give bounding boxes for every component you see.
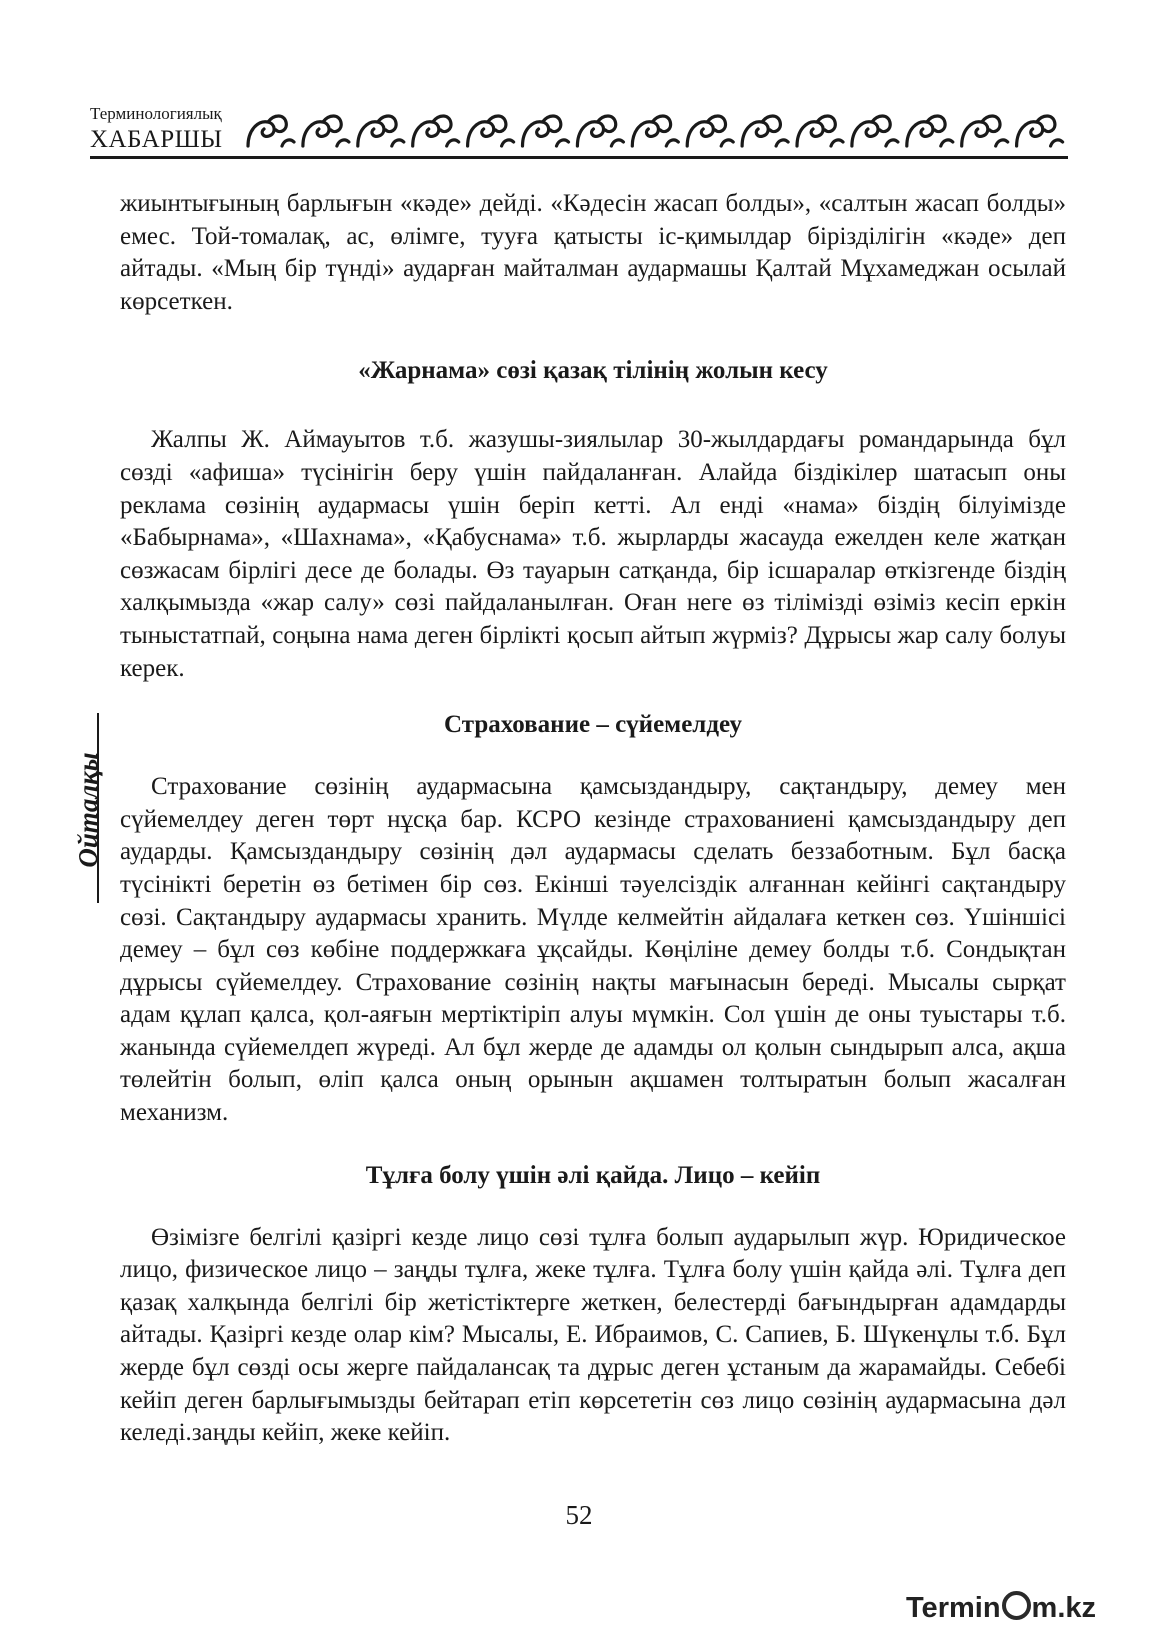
- ornament-curl: [248, 116, 294, 146]
- ornament-curl: [632, 116, 678, 146]
- ornament-band: [242, 108, 1068, 154]
- section-paragraph-1: Жалпы Ж. Аймауытов т.б. жазушы-зиялылар 30-жылдардағы романдарында бұл сөзді «афиша» түсінігін беру үшін пайдаланған. Алайда біздікілер шатасып оны реклама сөзінің аудармасы үшін беріп кетті. Ал енді «нама» біздің білуімізде «Бабырнама», «Шахнама», «Қабуснама» т.б. жырларды жасауда ежелден келе жатқан сөзжасам бірлігі десе де болады. Өз тауарын сатқанда, бір ісшаралар өткізгенде біздің халқымызда «жар салу» сөзі пайдаланылған. Оған неге өз тілімізді өзіміз кесіп еркін тыныстатпай, соңына нама деген бірлікті қосып айтып жүрміз? Дұрысы жар салу болуы керек.: [120, 426, 1066, 682]
- ornament-curl: [687, 116, 733, 146]
- ornament-curl: [358, 116, 404, 146]
- section-heading-3: Тұлға болу үшін әлі қайда. Лицо – кейіп: [365, 1161, 821, 1189]
- ornament-curl: [797, 116, 843, 146]
- ornament-curl: [1017, 116, 1063, 146]
- ornament-curl: [962, 116, 1008, 146]
- section-heading-2: Страхование – сүйемелдеу: [444, 711, 742, 739]
- ornament-curl: [413, 116, 459, 146]
- site-watermark-logo: [906, 1588, 1102, 1628]
- journal-header: [90, 104, 1068, 164]
- ornament-curl: [742, 116, 788, 146]
- journal-title-main: ХАБАРШЫ: [90, 126, 223, 153]
- article-body: [120, 188, 1066, 1450]
- section-paragraph-3: Өзімізге белгілі қазіргі кезде лицо сөзі тұлға болып аударылып жүр. Юридическое лицо, физическое лицо – заңды тұлға, жеке тұлға. Тұлға болу үшін қайда әлі. Тұлға деп қазақ халқында белгілі бір жетістіктерге жеткен, белестерді бағындырған адамдарды айтады. Қазіргі кезде олар кім? Мысалы, Е. Ибраимов, С. Сапиев, Б. Шүкенұлы т.б. Бұл жерде бұл сөзді осы жерге пайдалансақ та дұрыс деген ұстаным да жарамайды. Себебі кейіп деген барлығымызды бейтарап етіп көрсететін сөз лицо сөзінің аудармасына дәл келеді.заңды кейіп, жеке кейіп.: [120, 1223, 1066, 1447]
- watermark-text-end: m.kz: [1031, 1592, 1097, 1624]
- intro-paragraph: жиынтығының барлығын «кәде» дейді. «Кәдесін жасап болды», «салтын жасап болды» емес. Той-томалақ, ас, өлімге, тууға қатысты іс-қимылдар біріздiлігін «кәде» деп айтады. «Мың бір түнді» аударған майталман аудармашы Қалтай Мұхамеджан осылай көрсеткен.: [120, 190, 1066, 315]
- side-tab: [60, 713, 106, 903]
- ornament-curl: [577, 116, 623, 146]
- watermark-o-icon: [1002, 1591, 1031, 1620]
- header-rule: [90, 156, 1068, 159]
- ornament-curl: [907, 116, 953, 146]
- journal-title-top: Терминологиялық: [90, 104, 222, 123]
- section-heading-1: «Жарнама» сөзі қазақ тілінің жолын кесу: [358, 357, 828, 385]
- ornament-curl: [303, 116, 349, 146]
- section-side-label: Ойталқы: [73, 752, 103, 868]
- ornament-curl: [523, 116, 569, 146]
- ornament-curl: [852, 116, 898, 146]
- ornament-curl: [468, 116, 514, 146]
- page-number: 52: [565, 1500, 593, 1530]
- watermark-text-start: Termin: [906, 1592, 1001, 1624]
- section-paragraph-2: Страхование сөзінің аудармасына қамсыздандыру, сақтандыру, демеу мен сүйемелдеу деген төрт нұсқа бар. КСРО кезінде страхованиені қамсыздандыру деп аударды. Қамсыздандыру сөзінің дәл аудармасы сделать беззаботным. Бұл басқа түсінікті беретін өз бетімен бір сөз. Екінші тәуелсіздік алғаннан кейінгі сақтандыру сөзі. Сақтандыру аудармасы хранить. Мүлде келмейтін айдалаға кеткен сөз. Үшіншісі демеу – бұл сөз көбіне поддержкаға ұқсайды. Көңіліне демеу болды т.б. Сондықтан дұрысы сүйемелдеу. Страхование сөзінің нақты мағынасын береді. Мысалы сырқат адам құлап қалса, қол-аяғын мертіктіріп алуы мүмкін. Сол үшін де оны туыстары т.б. жанында сүйемелдеп жүреді. Ал бұл жерде де адамды ол қолын сындырып алса, ақша төлейтін болып, өліп қалса оның орынын ақшамен толтыратын болып жасалған механизм.: [120, 773, 1066, 1127]
